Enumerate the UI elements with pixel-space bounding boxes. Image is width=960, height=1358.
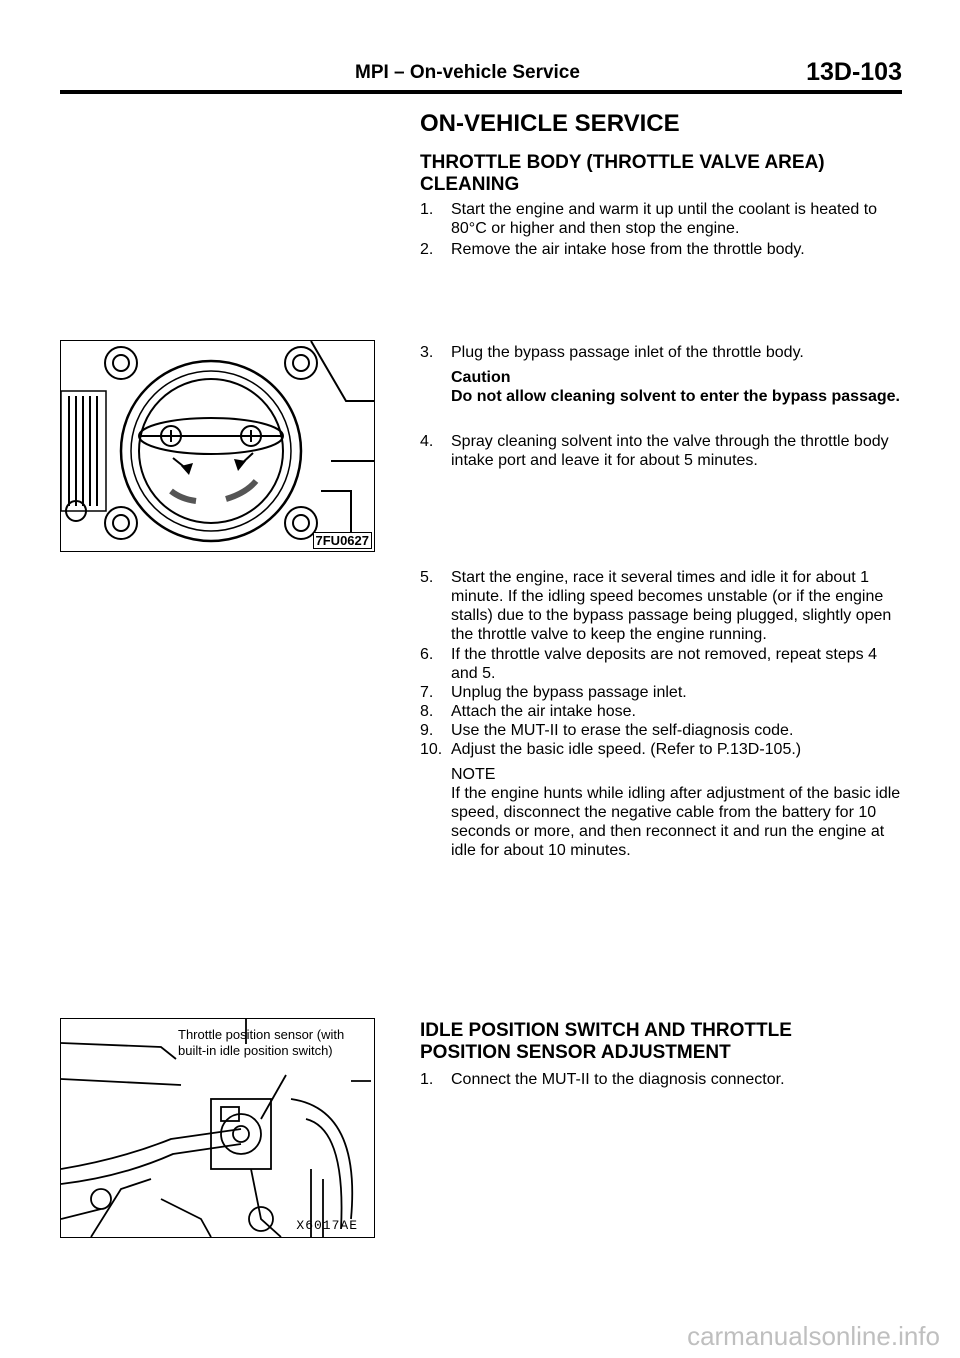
step-2 bbox=[420, 240, 900, 259]
step-number: 2. bbox=[420, 241, 434, 258]
step-number: 3. bbox=[420, 344, 434, 361]
watermark: carmanualsonline.info bbox=[687, 1321, 940, 1351]
note-text: If the engine hunts while idling after adjustment of the basic idle speed, disconnect the negative cable from the battery for 10 seconds or more, and then reconnect it and run the engine at idle for about 10 minutes. bbox=[451, 785, 901, 859]
header-title: MPI – On-vehicle Service bbox=[355, 62, 580, 83]
step-number: 1. bbox=[420, 1071, 434, 1088]
caution-text: Do not allow cleaning solvent to enter the bypass passage. bbox=[451, 388, 900, 405]
callout-line: built-in idle position switch) bbox=[178, 1043, 333, 1058]
step-number: 1. bbox=[420, 201, 434, 218]
step-text: Plug the bypass passage inlet of the throttle body. bbox=[451, 344, 804, 361]
step-7 bbox=[420, 683, 900, 702]
step-number: 10. bbox=[420, 741, 443, 758]
step-number: 7. bbox=[420, 684, 434, 701]
throttle-sensor-figure bbox=[60, 1018, 375, 1238]
figure-code: X6017AE bbox=[296, 1218, 358, 1233]
step-text: Spray cleaning solvent into the valve through the throttle body intake port and leave it for about 5 minutes. bbox=[451, 433, 889, 469]
step-text: Start the engine and warm it up until the coolant is heated to 80°C or higher and then stop the engine. bbox=[451, 201, 878, 237]
step-number: 6. bbox=[420, 646, 434, 663]
throttle-body-figure bbox=[60, 340, 375, 552]
figure-code: 7FU0627 bbox=[313, 532, 372, 549]
heading-line: CLEANING bbox=[420, 174, 520, 195]
step-number: 8. bbox=[420, 703, 434, 720]
step-5 bbox=[420, 568, 900, 644]
step-8 bbox=[420, 702, 900, 721]
idle-step-1 bbox=[420, 1070, 900, 1089]
heading-line: POSITION SENSOR ADJUSTMENT bbox=[420, 1042, 731, 1063]
callout-line: Throttle position sensor (with bbox=[178, 1027, 345, 1042]
step-text: Start the engine, race it several times and idle it for about 1 minute. If the idling speed becomes unstable (or if the engine stalls) due to the bypass passage being plugged, slightly open the throttle valve to keep the engine running. bbox=[451, 569, 892, 643]
step-text: Attach the air intake hose. bbox=[451, 703, 636, 720]
step-text: Remove the air intake hose from the throttle body. bbox=[451, 241, 805, 258]
idle-switch-heading bbox=[420, 1020, 792, 1064]
step-text: Adjust the basic idle speed. (Refer to P.13D-105.) bbox=[451, 741, 802, 758]
step-9 bbox=[420, 721, 900, 740]
header-divider bbox=[60, 90, 902, 94]
step-number: 9. bbox=[420, 722, 434, 739]
heading-line: IDLE POSITION SWITCH AND THROTTLE bbox=[420, 1020, 792, 1041]
step-text: Connect the MUT-II to the diagnosis connector. bbox=[451, 1071, 785, 1088]
step-text: Use the MUT-II to erase the self-diagnosis code. bbox=[451, 722, 794, 739]
step-text: If the throttle valve deposits are not removed, repeat steps 4 and 5. bbox=[451, 646, 878, 682]
sensor-callout bbox=[178, 1027, 344, 1059]
step-3 bbox=[420, 343, 900, 362]
throttle-cleaning-heading bbox=[420, 152, 825, 196]
page-number: 13D-103 bbox=[806, 58, 902, 86]
heading-line: THROTTLE BODY (THROTTLE VALVE AREA) bbox=[420, 152, 825, 173]
note-label: NOTE bbox=[451, 766, 496, 783]
step-number: 4. bbox=[420, 433, 434, 450]
step-1 bbox=[420, 200, 900, 238]
step-4 bbox=[420, 432, 900, 470]
step-10 bbox=[420, 740, 900, 759]
throttle-body-illustration bbox=[61, 341, 374, 551]
step-text: Unplug the bypass passage inlet. bbox=[451, 684, 687, 701]
caution-label: Caution bbox=[451, 369, 511, 386]
step-number: 5. bbox=[420, 569, 434, 586]
section-title: ON-VEHICLE SERVICE bbox=[420, 110, 680, 137]
step-6 bbox=[420, 645, 900, 683]
